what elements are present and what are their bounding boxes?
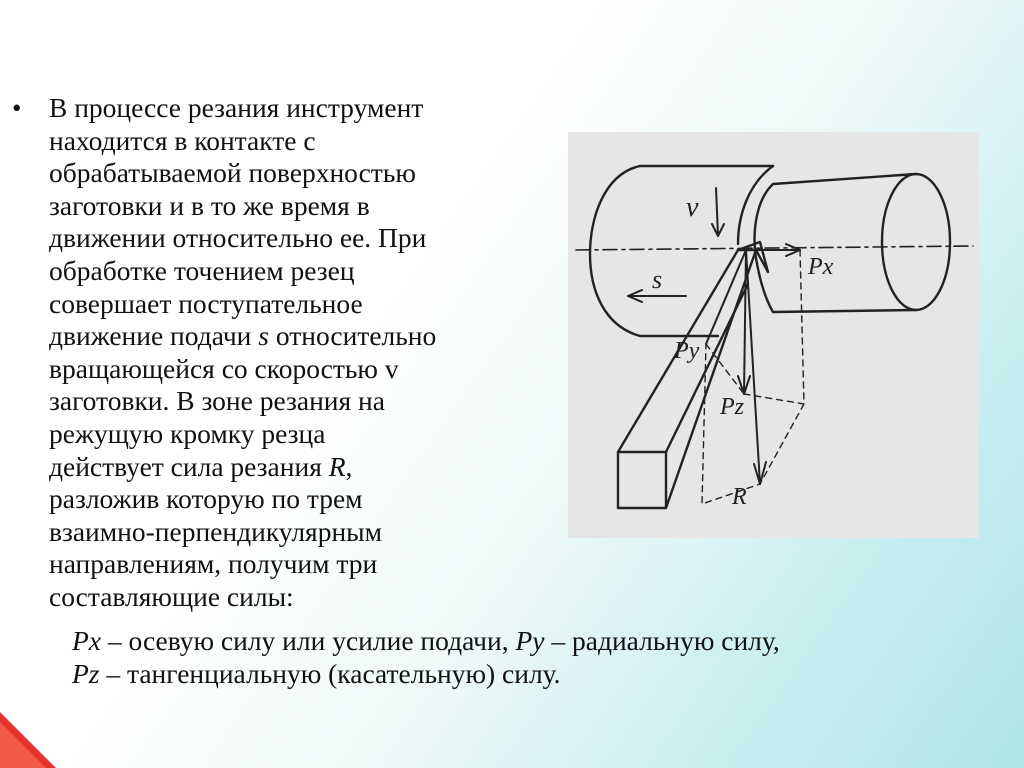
bullet-paragraph [49, 92, 549, 614]
paragraph-line-5: движении относительно ее. При [49, 222, 427, 254]
paragraph-line-16: составляющие силы: [49, 580, 294, 612]
components-line-1: Px – осевую силу или усилие подачи, Py – радиальную силу, [72, 625, 780, 656]
corner-triangle-decoration [0, 712, 56, 768]
velocity-arrow-line [712, 188, 724, 236]
paragraph-line-11: режущую кромку резца [49, 417, 326, 449]
paragraph-line-1: В процессе резания инструмент [49, 92, 424, 123]
cutting-tool-side [666, 284, 748, 452]
force-r-line [746, 250, 760, 484]
label-px: Px [808, 254, 834, 280]
paragraph-line-6: обработке точением резец [49, 254, 355, 286]
paragraph-line-15: направлениям, получим три [49, 548, 378, 580]
cutting-tool-body [618, 250, 756, 508]
label-py: Py [674, 338, 700, 364]
label-pz: Pz [720, 394, 744, 420]
paragraph-line-12: действует сила резания R, [49, 450, 353, 482]
paragraph-line-13: разложив которую по трем [49, 483, 363, 515]
label-v: v [686, 192, 699, 223]
symbol-py: Py [515, 625, 545, 656]
components-line-2: Pz – тангенциальную (касательную) силу. [72, 657, 561, 689]
symbol-pz: Pz [72, 657, 100, 689]
cutting-tool-end-face [618, 452, 666, 508]
bullet-marker: • [12, 93, 22, 123]
paragraph-line-7: совершает поступательное [49, 287, 363, 319]
turning-force-diagram [568, 132, 979, 538]
paragraph-line-3: обрабатываемой поверхностью [49, 157, 416, 189]
diagram-svg [568, 132, 979, 538]
force-pz-line [744, 250, 746, 394]
symbol-r: R [328, 450, 346, 482]
paragraph-line-10: заготовки. В зоне резания на [49, 385, 385, 417]
paragraph-line-14: взаимно-перпендикулярным [49, 515, 383, 547]
small-cylinder-end [882, 174, 950, 310]
paragraph-line-2: находится в контакте с [49, 124, 316, 156]
force-components [72, 625, 1002, 690]
symbol-px: Px [72, 625, 102, 656]
paragraph-line-9: вращающейся со скоростью v [49, 352, 399, 384]
label-s: s [652, 265, 663, 294]
paragraph-line-4: заготовки и в то же время в [49, 189, 370, 221]
label-r: R [732, 484, 747, 510]
symbol-s: s [258, 320, 269, 352]
paragraph-line-8: движение подачи s относительно [49, 320, 437, 352]
